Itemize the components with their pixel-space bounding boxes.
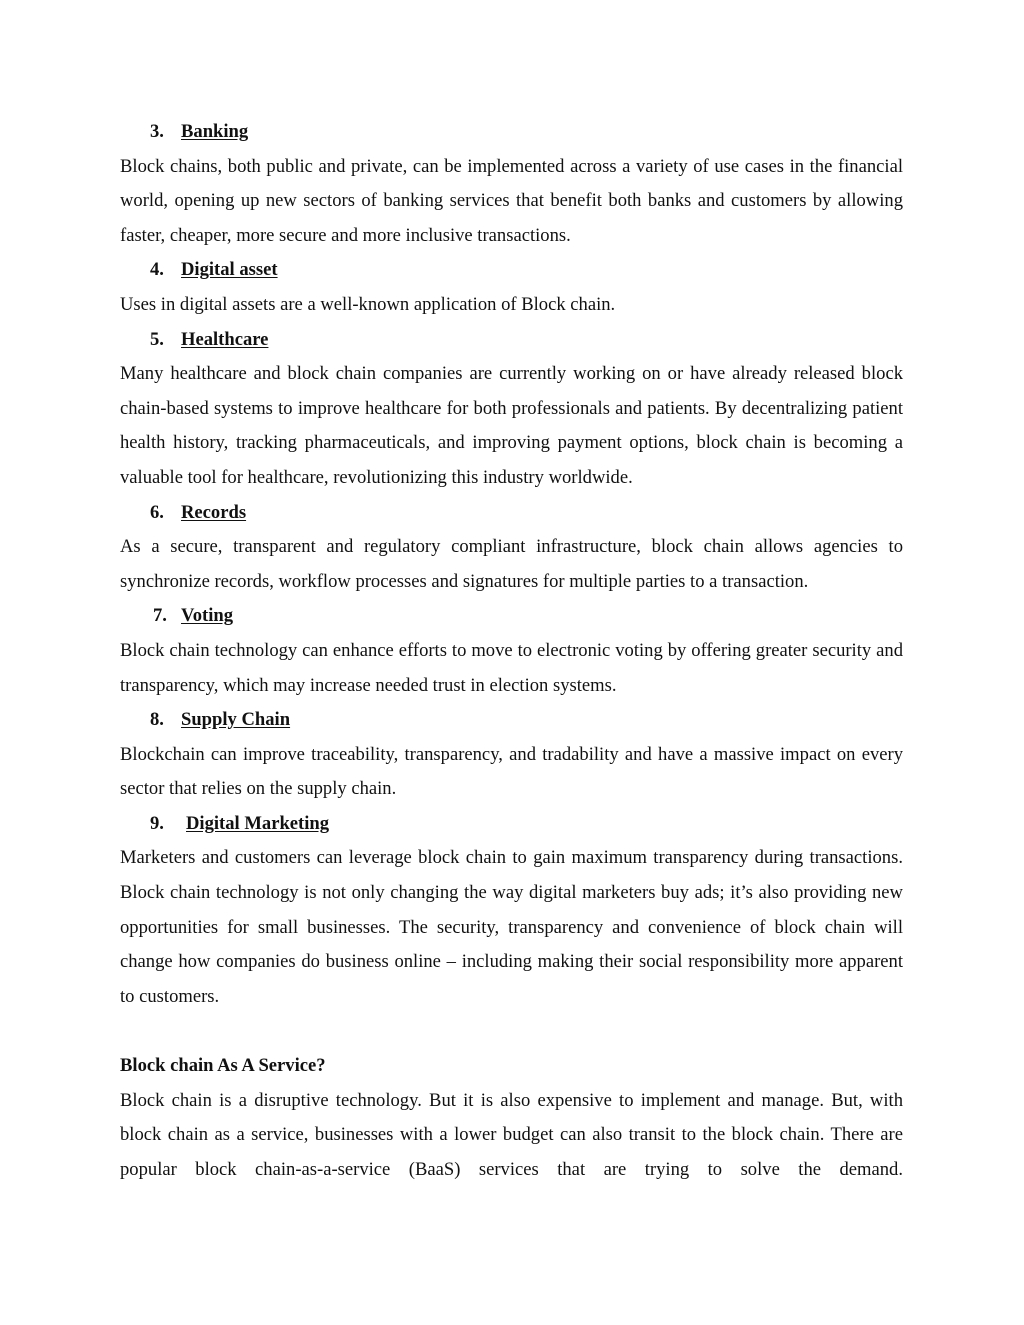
section-number: 3. (150, 121, 164, 142)
section-body-digital-marketing: Marketers and customers can leverage block chain to gain maximum transparency during transactions. Block chain technology is not only changing the way digital marketers buy ads; it’s also providing new opportunities for small businesses. The security, transparency and convenience of block chain will change how companies do business online – including making their social responsibility more apparent to customers. (120, 847, 903, 1007)
section-body-healthcare: Many healthcare and block chain companies are currently working on or have already released block chain-based systems to improve healthcare for both professionals and patients. By decentralizing patient health history, tracking pharmaceuticals, and improving payment options, block chain is becoming a valuable tool for healthcare, revolutionizing this industry worldwide. (120, 363, 903, 488)
section-title: Digital Marketing (186, 812, 330, 834)
section-number: 9. (150, 812, 164, 834)
section-heading-digital-asset (120, 253, 903, 288)
section-heading-voting (120, 599, 903, 634)
section-title: Supply Chain (181, 709, 291, 731)
section-number: 5. (150, 328, 164, 350)
section-title: Voting (181, 605, 234, 627)
section-title: Records (181, 501, 247, 523)
section-title: Banking (181, 121, 249, 142)
section-title: Healthcare (181, 328, 269, 350)
section-heading-healthcare (120, 323, 903, 358)
section-body-voting: Block chain technology can enhance efforts to move to electronic voting by offering greater security and transparency, which may increase needed trust in election systems. (120, 639, 903, 696)
paragraph-spacer (120, 1014, 903, 1049)
section-title: Digital asset (181, 259, 278, 281)
section-number: 4. (150, 259, 164, 281)
page-content (120, 115, 903, 1187)
section-number: 6. (150, 501, 164, 523)
baas-heading: Block chain As A Service? (120, 1055, 326, 1077)
section-body-digital-asset: Uses in digital assets are a well-known application of Block chain. (120, 293, 616, 315)
section-body-supply-chain: Blockchain can improve traceability, transparency, and tradability and have a massive impact on every sector that relies on the supply chain. (120, 743, 903, 800)
baas-body: Block chain is a disruptive technology. But it is also expensive to implement and manage. But, with block chain as a service, businesses with a lower budget can also transit to the block chain. There are popular block chain-as-a-service (BaaS) services that are trying to solve the demand. (120, 1089, 903, 1180)
section-body-records: As a secure, transparent and regulatory compliant infrastructure, block chain allows agencies to synchronize records, workflow processes and signatures for multiple parties to a transaction. (120, 536, 903, 592)
section-body-banking: Block chains, both public and private, can be implemented across a variety of use cases in the financial world, opening up new sectors of banking services that benefit both banks and customers by allowing faster, cheaper, more secure and more inclusive transactions. (120, 155, 903, 246)
section-heading-banking (120, 115, 903, 150)
section-heading-supply-chain (120, 703, 903, 738)
section-heading-digital-marketing (120, 807, 903, 842)
section-number: 8. (150, 709, 164, 731)
section-number: 7. (153, 605, 167, 627)
section-heading-records (120, 496, 903, 531)
